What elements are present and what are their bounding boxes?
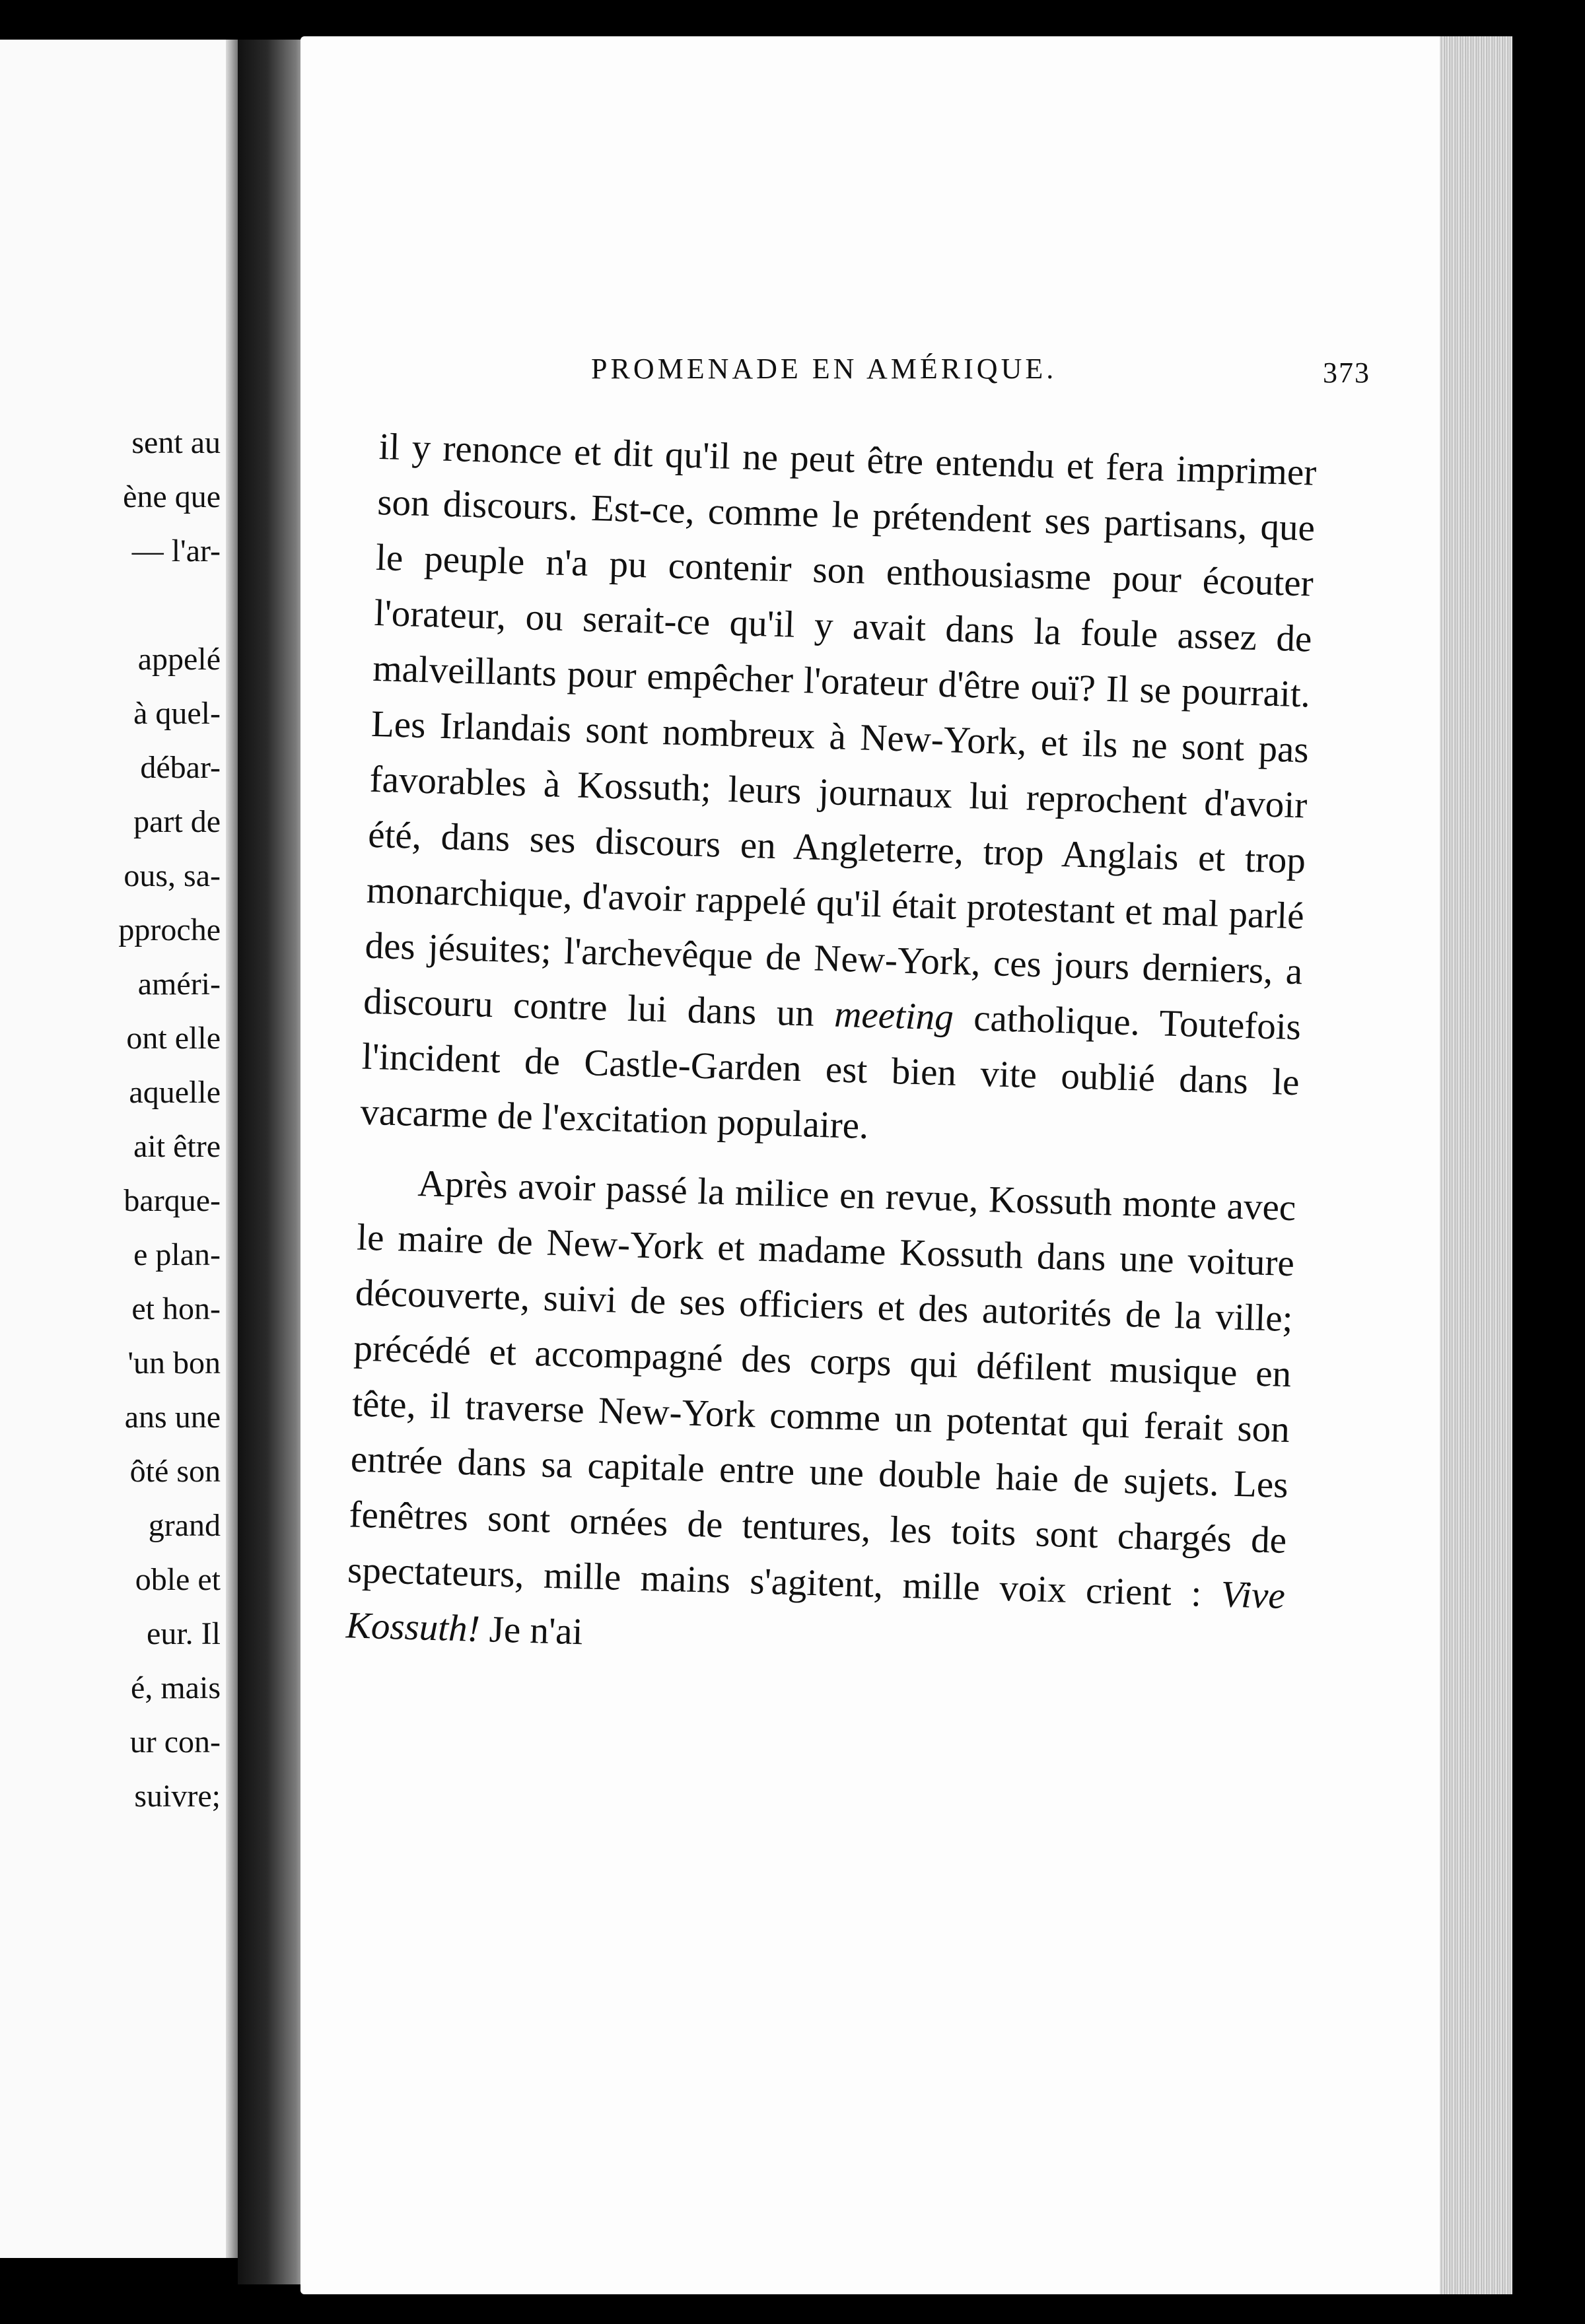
italic-phrase: Vive Kossuth! (345, 1573, 1286, 1650)
paragraph-text: Je n'ai (488, 1608, 584, 1653)
facing-line: — l'ar- (131, 533, 221, 568)
facing-line: et hon- (131, 1291, 221, 1326)
paragraph-text: catholique. Toutefois l'incident de Castle-Garden est bien vite oublié dans le vacarme de l'excitation populaire. (359, 997, 1302, 1147)
facing-line: é, mais (131, 1670, 221, 1705)
paragraph-text: il y renonce et dit qu'il ne peut être entendu et fera imprimer son discours. Est-ce, comme le prétendent ses partisans, que le peuple n'a pu contenir son enthousiasme pour écouter l'orateur, ou serait-ce qu'il y avait dans la foule assez de malveillants pour empêcher l'orateur d'être ouï? Il se pourrait. Les Irlandais sont nombreux à New-York, et ils ne sont pas favorables à Kossuth; leurs journaux lui reprochent d'avoir été, dans ses discours en Angleterre, trop Anglais et trop monarchique, d'avoir rappelé qu'il était protestant et mal parlé des jésuites; l'archevêque de New-York, ces jours derniers, a discouru contre lui dans un (363, 425, 1318, 1035)
facing-line: suivre; (134, 1779, 221, 1814)
facing-line: à quel- (133, 696, 221, 731)
book-spine-shadow (238, 40, 310, 2284)
paragraph-text: Après avoir passé la milice en revue, Kossuth monte avec le maire de New-York et madame Kossuth dans une voiture découverte, suivi de ses officiers et des autorités de la ville; précédé et accompagné des corps qui défilent musique en tête, il traverse New-York comme un potentat qui ferait son entrée dans sa capitale entre une double haie de sujets. Les fenêtres sont ornées de tentures, les toits sont chargés de spectateurs, mille mains s'agitent, mille voix crient : (347, 1163, 1297, 1615)
facing-line: oble et (135, 1562, 221, 1597)
left-page-gutter-shadow (226, 40, 238, 2258)
paragraph (345, 1155, 1297, 1680)
facing-line: pproche (118, 912, 221, 947)
facing-line: part de (133, 804, 221, 839)
facing-line: ait être (133, 1129, 221, 1164)
facing-line (118, 578, 221, 632)
page-edges (1440, 36, 1512, 2294)
running-head-title: PROMENADE EN AMÉRIQUE. (591, 353, 1057, 385)
facing-page-left (0, 40, 238, 2258)
running-head (591, 352, 1370, 389)
page-number: 373 (1323, 357, 1370, 389)
facing-line: 'un bon (127, 1346, 221, 1381)
facing-line: sent au (131, 425, 221, 460)
facing-page-text (118, 416, 221, 1824)
facing-line: appelé (137, 642, 221, 677)
facing-line: barque- (123, 1183, 221, 1218)
facing-line: débar- (140, 750, 221, 785)
facing-line: aquelle (129, 1075, 221, 1110)
paragraph (360, 419, 1318, 1166)
facing-line: ène que (123, 479, 221, 514)
facing-line: e plan- (133, 1237, 221, 1272)
italic-word: meeting (833, 993, 954, 1039)
facing-line: ont elle (126, 1021, 221, 1056)
facing-line: améri- (137, 967, 221, 1002)
facing-line: ur con- (129, 1725, 221, 1760)
facing-line: ous, sa- (123, 858, 221, 893)
page-body-text (345, 419, 1318, 1680)
book-page-right (300, 36, 1512, 2294)
facing-line: eur. Il (147, 1616, 221, 1651)
facing-line: grand (148, 1508, 221, 1543)
facing-line: ans une (124, 1400, 221, 1435)
facing-line: ôté son (129, 1454, 221, 1489)
